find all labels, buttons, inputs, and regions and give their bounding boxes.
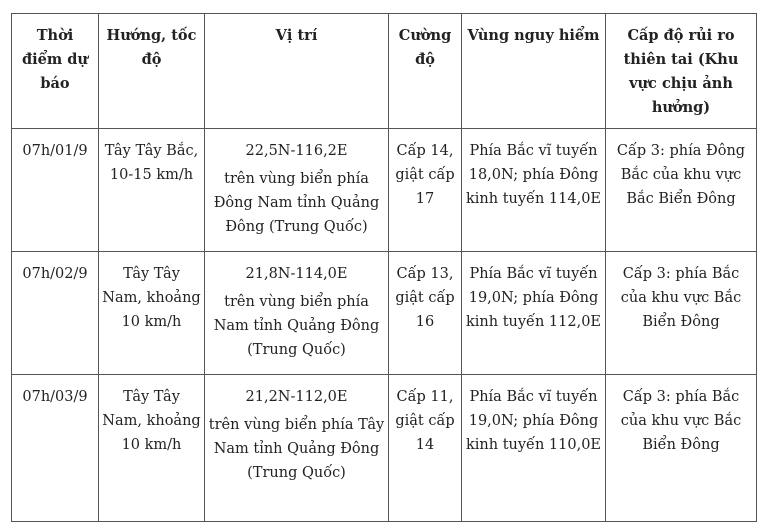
cell-position xyxy=(205,252,389,375)
cell-direction: Tây Tây Nam, khoảng 10 km/h xyxy=(99,375,205,522)
cell-danger-zone: Phía Bắc vĩ tuyến 19,0N; phía Đông kinh tuyến 110,0E xyxy=(462,375,606,522)
cell-direction: Tây Tây Bắc, 10-15 km/h xyxy=(99,129,205,252)
position-description: trên vùng biển phía Đông Nam tỉnh Quảng Đông (Trung Quốc) xyxy=(213,171,380,235)
table-header xyxy=(12,14,757,129)
cell-danger-zone: Phía Bắc vĩ tuyến 18,0N; phía Đông kinh tuyến 114,0E xyxy=(462,129,606,252)
cell-time: 07h/03/9 xyxy=(12,375,99,522)
header-position: Vị trí xyxy=(205,14,389,129)
cell-position xyxy=(205,375,389,522)
header-intensity: Cường độ xyxy=(389,14,462,129)
table-row xyxy=(12,375,757,522)
cell-intensity: Cấp 13, giật cấp 16 xyxy=(389,252,462,375)
header-direction: Hướng, tốc độ xyxy=(99,14,205,129)
cell-direction: Tây Tây Nam, khoảng 10 km/h xyxy=(99,252,205,375)
table-body xyxy=(12,129,757,522)
cell-risk-level: Cấp 3: phía Bắc của khu vực Bắc Biển Đông xyxy=(606,252,757,375)
table-row xyxy=(12,129,757,252)
cell-time: 07h/01/9 xyxy=(12,129,99,252)
cell-position xyxy=(205,129,389,252)
position-description: trên vùng biển phía Tây Nam tỉnh Quảng Đông (Trung Quốc) xyxy=(208,417,385,481)
table-row xyxy=(12,252,757,375)
cell-intensity: Cấp 14, giật cấp 17 xyxy=(389,129,462,252)
position-coordinates: 21,2N-112,0E xyxy=(245,389,348,405)
header-row xyxy=(12,14,757,129)
position-description: trên vùng biển phía Nam tỉnh Quảng Đông (Trung Quốc) xyxy=(213,294,380,358)
cell-danger-zone: Phía Bắc vĩ tuyến 19,0N; phía Đông kinh tuyến 112,0E xyxy=(462,252,606,375)
position-coordinates: 21,8N-114,0E xyxy=(245,266,348,282)
position-coordinates: 22,5N-116,2E xyxy=(245,143,348,159)
cell-time: 07h/02/9 xyxy=(12,252,99,375)
forecast-table xyxy=(11,13,757,522)
header-risk-level: Cấp độ rủi ro thiên tai (Khu vực chịu ảnh hưởng) xyxy=(606,14,757,129)
cell-intensity: Cấp 11, giật cấp 14 xyxy=(389,375,462,522)
cell-risk-level: Cấp 3: phía Bắc của khu vực Bắc Biển Đông xyxy=(606,375,757,522)
header-time: Thời điểm dự báo xyxy=(12,14,99,129)
header-danger-zone: Vùng nguy hiểm xyxy=(462,14,606,129)
cell-risk-level: Cấp 3: phía Đông Bắc của khu vực Bắc Biển Đông xyxy=(606,129,757,252)
